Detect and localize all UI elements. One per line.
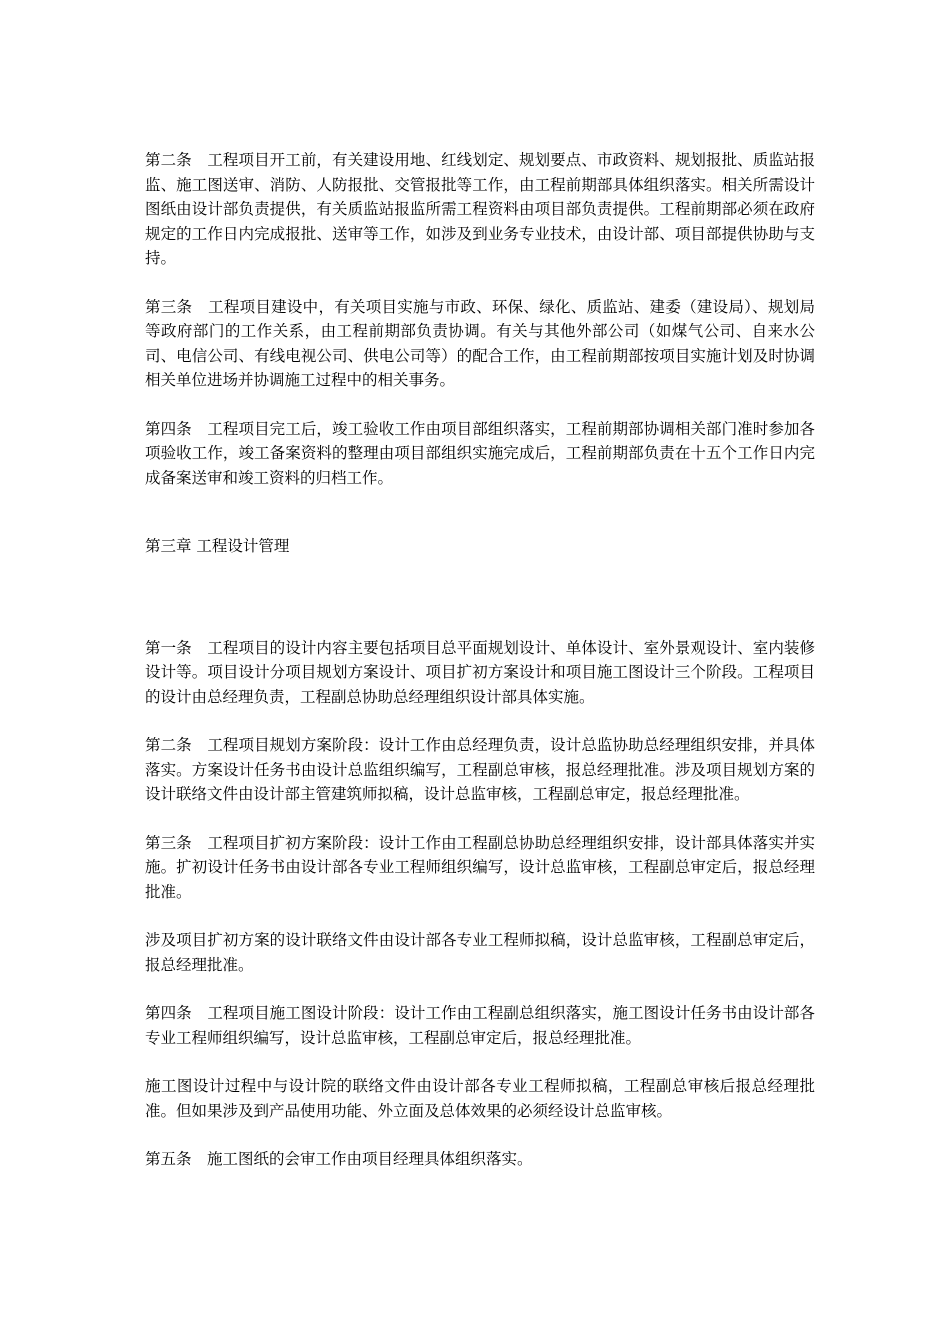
ch3-article-3-note-paragraph: 涉及项目扩初方案的设计联络文件由设计部各专业工程师拟稿，设计总监审核，工程副总审定后，报总经理批准。 [145,931,815,974]
ch3-article-4-note-paragraph: 施工图设计过程中与设计院的联络文件由设计部各专业工程师拟稿，工程副总审核后报总经理批准。但如果涉及到产品使用功能、外立面及总体效果的必须经设计总监审核。 [145,1077,815,1120]
ch3-article-2-paragraph: 第二条 工程项目规划方案阶段：设计工作由总经理负责，设计总监协助总经理组织安排，并具体落实。方案设计任务书由设计总监组织编写，工程副总审核，报总经理批准。涉及项目规划方案的设计联络文件由设计部主管建筑师拟稿，设计总监审核，工程副总审定，报总经理批准。 [145,736,815,803]
ch3-article-5-paragraph: 第五条 施工图纸的会审工作由项目经理具体组织落实。 [145,1150,533,1168]
ch3-article-3-paragraph: 第三条 工程项目扩初方案阶段：设计工作由工程副总协助总经理组织安排，设计部具体落实并实施。扩初设计任务书由设计部各专业工程师组织编写，设计总监审核，工程副总审定后，报总经理批准。 [145,833,815,901]
article-2-paragraph: 第二条 工程项目开工前，有关建设用地、红线划定、规划要点、市政资料、规划报批、质监站报监、施工图送审、消防、人防报批、交管报批等工作，由工程前期部具体组织落实。相关所需设计图纸由设计部负责提供，有关质监站报监所需工程资料由项目部负责提供。工程前期部必须在政府规定的工作日内完成报批、送审等工作，如涉及到业务专业技术，由设计部、项目部提供协助与支持。 [145,151,815,267]
document-body [145,148,815,1172]
spacer [145,559,815,636]
article-4-paragraph: 第四条 工程项目完工后，竣工验收工作由项目部组织落实，工程前期部协调相关部门准时参加各项验收工作，竣工备案资料的整理由项目部组织实施完成后，工程前期部负责在十五个工作日内完成备案送审和竣工资料的归档工作。 [145,419,815,487]
chapter-heading: 第三章 工程设计管理 [145,537,290,555]
article-3-paragraph: 第三条 工程项目建设中，有关项目实施与市政、环保、绿化、质监站、建委（建设局）、规划局等政府部门的工作关系，由工程前期部负责协调。有关与其他外部公司（如煤气公司、自来水公司、电信公司、有线电视公司、供电公司等）的配合工作，由工程前期部按项目实施计划及时协调相关单位进场并协调施工过程中的相关事务。 [145,297,815,389]
ch3-article-1-paragraph: 第一条 工程项目的设计内容主要包括项目总平面规划设计、单体设计、室外景观设计、室内装修设计等。项目设计分项目规划方案设计、项目扩初方案设计和项目施工图设计三个阶段。工程项目的设计由总经理负责，工程副总协助总经理组织设计部具体实施。 [145,638,815,706]
ch3-article-4-paragraph: 第四条 工程项目施工图设计阶段：设计工作由工程副总组织落实，施工图设计任务书由设计部各专业工程师组织编写，设计总监审核，工程副总审定后，报总经理批准。 [145,1004,815,1047]
